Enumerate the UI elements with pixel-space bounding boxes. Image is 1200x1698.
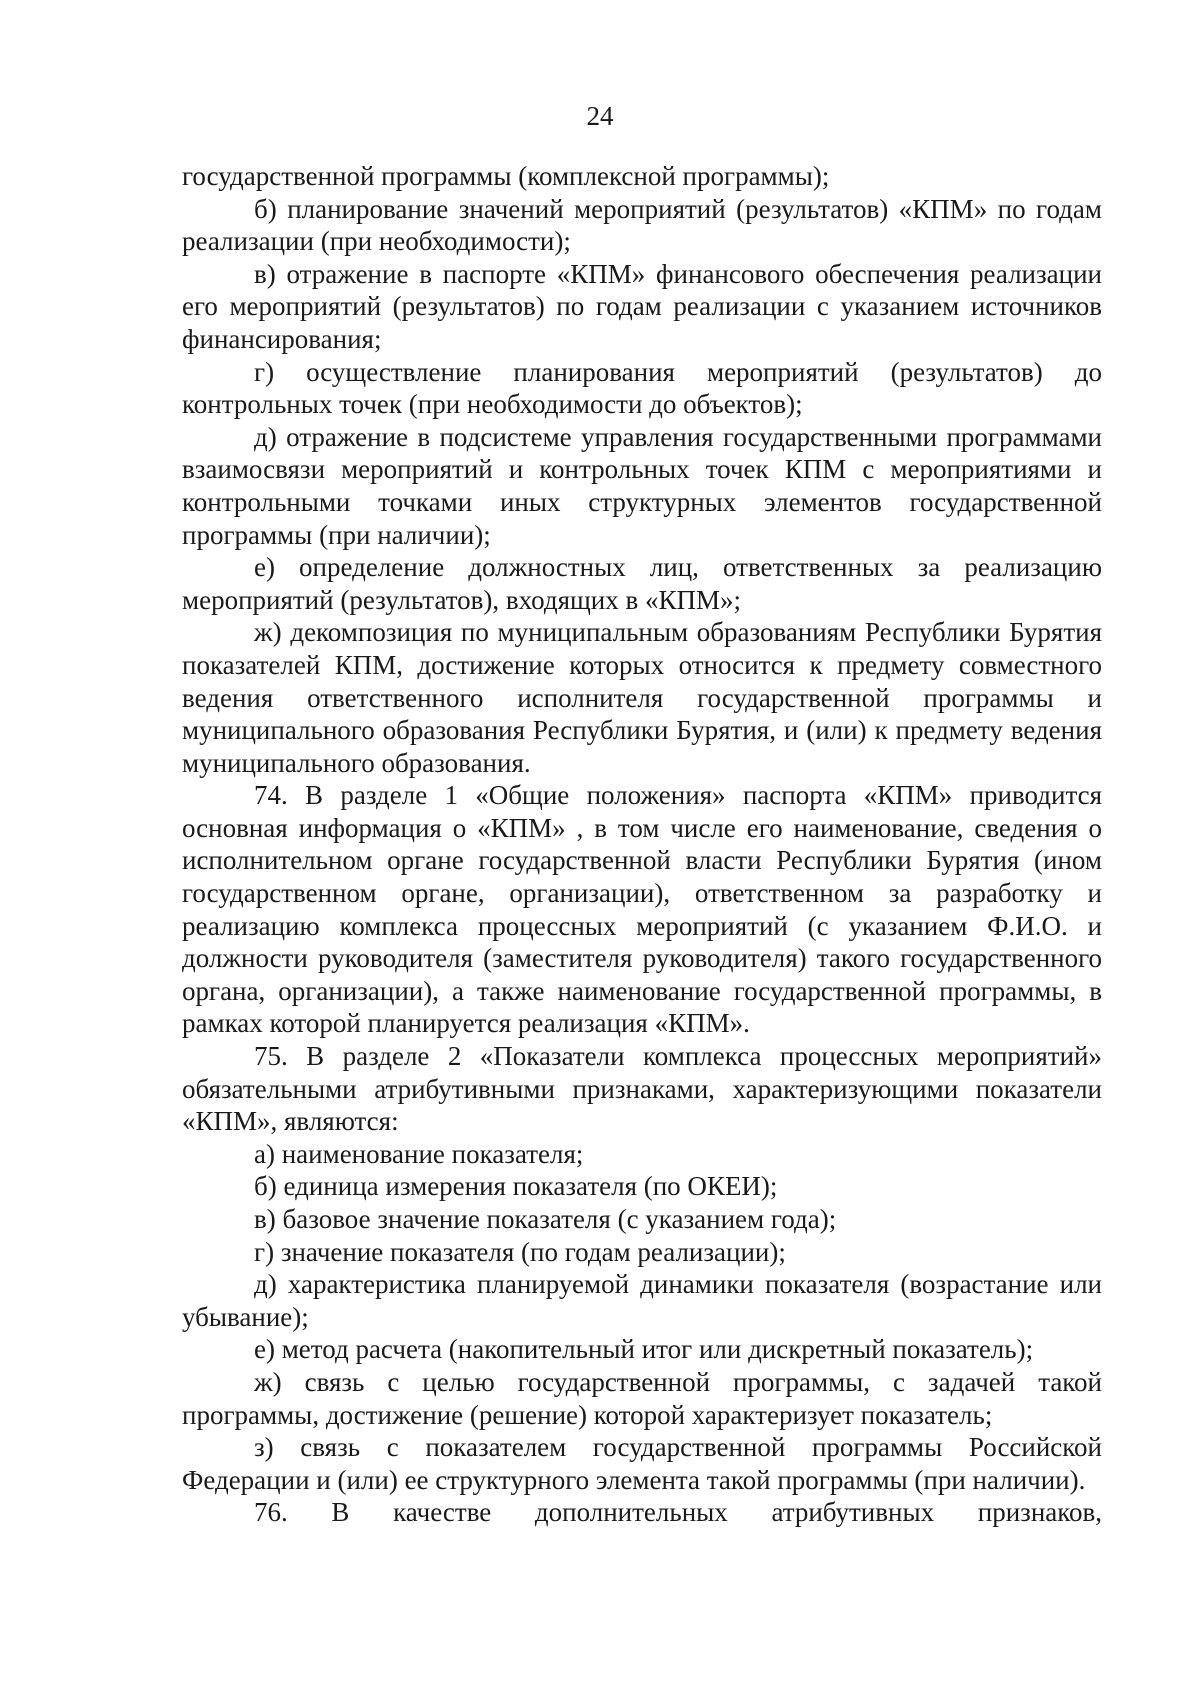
paragraph-continuation: государственной программы (комплексной программы); bbox=[182, 161, 830, 191]
attribute-item-b: б) единица измерения показателя (по ОКЕИ); bbox=[254, 1171, 778, 1202]
attribute-item-g: г) значение показателя (по годам реализации); bbox=[254, 1236, 786, 1267]
attribute-item-a: а) наименование показателя; bbox=[254, 1138, 584, 1169]
list-item-g: г) осуществление планирования мероприятий (результатов) до контрольных точек (при необходимости до объектов); bbox=[182, 356, 1102, 420]
list-item-zh: ж) декомпозиция по муниципальным образованиям Республики Бурятия показателей КПМ, достижение которых относится к предмету совместного ведения ответственного исполнителя государственной программы и муниципального образования Республики Бурятия, и (или) к предмету ведения муниципального образования. bbox=[182, 617, 1102, 778]
list-item-d: д) отражение в подсистеме управления государственными программами взаимосвязи мероприятий и контрольных точек КПМ с мероприятиями и контрольными точками иных структурных элементов государственной программы (при наличии); bbox=[182, 421, 1102, 550]
list-item-e: е) определение должностных лиц, ответственных за реализацию мероприятий (результатов), входящих в «КПМ»; bbox=[182, 552, 1102, 615]
list-item-v: в) отражение в паспорте «КПМ» финансового обеспечения реализации его мероприятий (результатов) по годам реализации с указанием источников финансирования; bbox=[182, 258, 1102, 354]
attribute-item-e: е) метод расчета (накопительный итог или дискретный показатель); bbox=[254, 1334, 1034, 1365]
attribute-item-v: в) базовое значение показателя (с указанием года); bbox=[254, 1204, 837, 1234]
attribute-item-z: з) связь с показателем государственной программы Российской Федерации и (или) ее структурного элемента такой программы (при наличии). bbox=[182, 1432, 1102, 1495]
list-item-b: б) планирование значений мероприятий (результатов) «КПМ» по годам реализации (при необходимости); bbox=[182, 193, 1102, 257]
document-body bbox=[182, 160, 1102, 1529]
clause-76: 76. В качестве дополнительных атрибутивных признаков, bbox=[254, 1497, 1102, 1528]
attribute-item-zh: ж) связь с целью государственной программы, с задачей такой программы, достижение (решение) которой характеризует показатель; bbox=[182, 1366, 1102, 1430]
clause-75: 75. В разделе 2 «Показатели комплекса процессных мероприятий» обязательными атрибутивными признаками, характеризующими показатели «КПМ», являются: bbox=[182, 1041, 1102, 1137]
attribute-item-d: д) характеристика планируемой динамики показателя (возрастание или убывание); bbox=[182, 1269, 1102, 1332]
clause-74: 74. В разделе 1 «Общие положения» паспорта «КПМ» приводится основная информация о «КПМ» , в том числе его наименование, сведения о исполнительном органе государственной власти Республики Бурятия (ином государственном органе, организации), ответственном за разработку и реализацию комплекса процессных мероприятий (с указанием Ф.И.О. и должности руководителя (заместителя руководителя) такого государственного органа, организации), а также наименование государственной программы, в рамках которой планируется реализация «КПМ». bbox=[182, 780, 1102, 1039]
page-number: 24 bbox=[586, 101, 614, 131]
